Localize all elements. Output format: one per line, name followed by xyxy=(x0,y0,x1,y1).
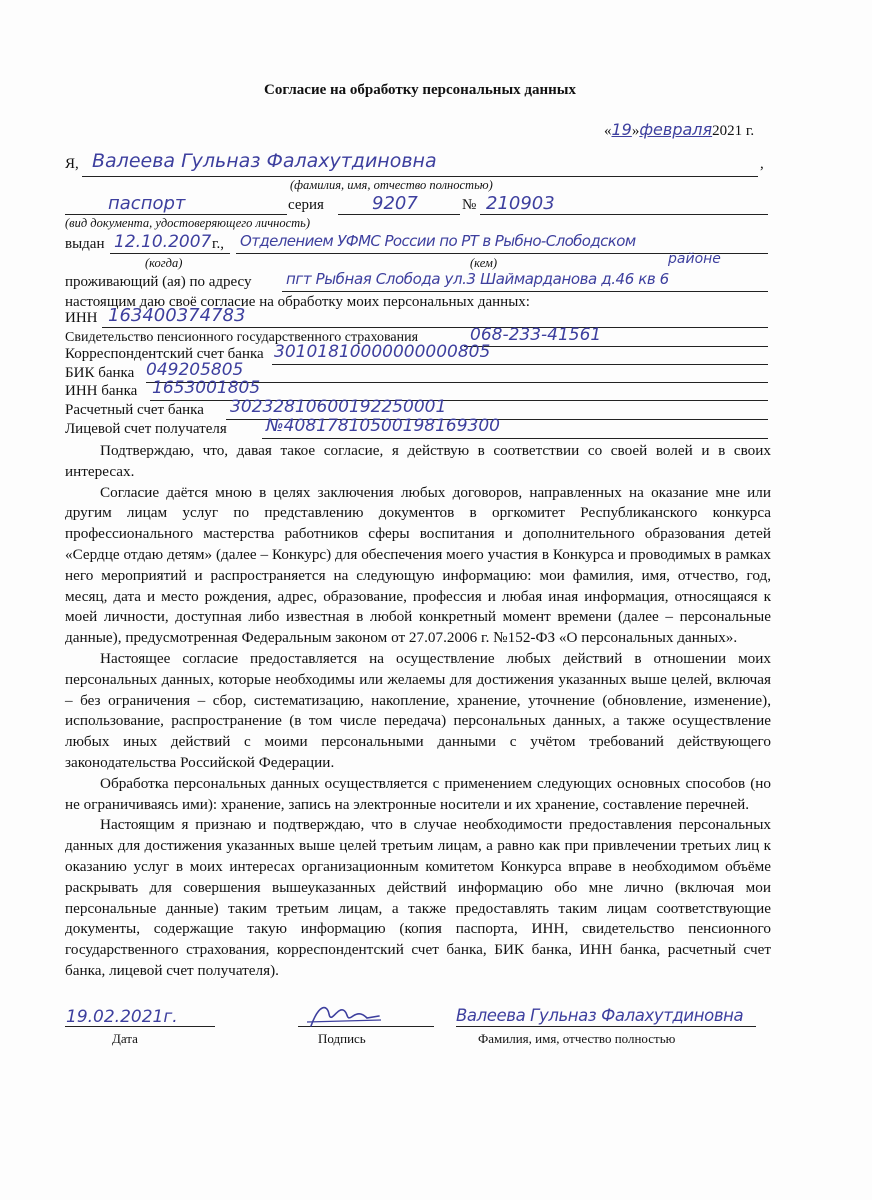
snils-label: Свидетельство пенсионного государственного страхования xyxy=(65,330,419,345)
name-underline xyxy=(82,176,758,177)
number-label: № xyxy=(462,197,477,213)
address-underline xyxy=(282,291,768,292)
series-underline xyxy=(338,214,460,215)
snils-underline xyxy=(464,346,768,347)
paragraph-purpose: Согласие даётся мною в целях заключения любых договоров, направленных на оказание мне или другим лицам услуг по представлению документов в оргкомитет Республиканского конкурса профессионального мастерства работников сферы воспитания и дополнительного образования детей «Сердце отдаю детям» (далее – Конкурс) для обеспечения моего участия в Конкурса и проводимых в рамках него мероприятий и распространяется на следующую информацию: мои фамилия, имя, отчество, год, месяц, дата и место рождения, адрес, образование, профессия и любая иная информация, относящаяся к моей личности, доступная либо известная в любой конкретный момент времени (далее – персональные данные), предусмотренная Федеральным законом от 27.07.2006 г. №152-ФЗ «О персональных данных». xyxy=(65,483,771,647)
paragraph-methods: Обработка персональных данных осуществляется с применением следующих основных способов (но не ограничиваясь ими): хранение, запись на электронные носители и их хранение, составление перечней. xyxy=(65,774,771,813)
bank-inn-handwritten: 1653001805 xyxy=(152,378,261,398)
inn-label: ИНН xyxy=(65,310,98,326)
personal-account-handwritten: №40817810500198169300 xyxy=(266,416,500,436)
signature-caption: Подпись xyxy=(318,1031,366,1046)
issued-when-handwritten: 12.10.2007 xyxy=(114,232,212,252)
doc-type-handwritten: паспорт xyxy=(108,193,186,214)
bik-handwritten: 049205805 xyxy=(146,360,244,380)
name-prefix: Я, xyxy=(65,156,79,172)
series-handwritten: 9207 xyxy=(372,193,418,214)
issued-when-caption: (когда) xyxy=(145,256,183,270)
date-day-handwritten: 19 xyxy=(611,120,632,139)
paragraph-third-parties: Настоящим я признаю и подтверждаю, что в случае необходимости предоставления персональных данных для достижения указанных выше целей третьим лицам, а равно как при привлечении третьих лиц к оказанию услуг в моих интересах организационным комитетом Конкурса вправе в необходимом объёме раскрывать для совершения вышеуказанных действий информацию обо мне лично (включая мои персональные данные) таким третьим лицам, а также предоставлять таким лицам соответствующие документы, содержащие такую информацию (копия паспорта, ИНН, свидетельство пенсионного государственного страхования, корреспондентский счет банка, БИК банка, ИНН банка, расчетный счет банка, лицевой счет получателя). xyxy=(65,816,771,979)
signature-mark xyxy=(305,1000,385,1032)
date-caption: Дата xyxy=(112,1031,138,1046)
paragraph-actions: Настоящее согласие предоставляется на осуществление любых действий в отношении моих персональных данных, которые необходимы или желаемы для достижения указанных выше целей, включая – без ограничения – сбор, систематизацию, накопление, хранение, уточнение (обновление, изменение), использование, распространение (в том числе передача) персональных данных, а также осуществление любых иных действий с моими персональными данными с учётом требований действующего законодательства Российской Федерации. xyxy=(65,649,771,771)
issued-label: выдан xyxy=(65,236,105,252)
consent-intro: настоящим даю своё согласие на обработку моих персональных данных: xyxy=(65,294,530,310)
series-label: серия xyxy=(288,197,324,213)
corr-account-label: Корреспондентский счет банка xyxy=(65,346,264,362)
paragraph-confirmation: Подтверждаю, что, давая такое согласие, я действую в соответствии со своей волей и в своих интересах. xyxy=(65,442,771,480)
number-handwritten: 210903 xyxy=(486,193,555,214)
address-label: проживающий (ая) по адресу xyxy=(65,274,252,290)
number-underline xyxy=(480,214,768,215)
full-name-handwritten: Валеева Гульназ Фалахутдиновна xyxy=(92,150,437,172)
signature-name-handwritten: Валеева Гульназ Фалахутдиновна xyxy=(456,1006,744,1025)
snils-handwritten: 068-233-41561 xyxy=(470,325,602,345)
full-name-underline xyxy=(456,1026,756,1027)
consent-body xyxy=(65,441,771,982)
address-handwritten: пгт Рыбная Слобода ул.3 Шаймарданова д.46 кв 6 xyxy=(286,270,669,288)
doc-caption: (вид документа, удостоверяющего личность) xyxy=(65,216,311,230)
name-suffix: , xyxy=(760,156,764,172)
issued-by-caption: (кем) xyxy=(470,256,498,270)
issued-by-handwritten-line2: районе xyxy=(668,251,721,267)
settlement-account-handwritten: 30232810600192250001 xyxy=(230,397,447,417)
issued-when-underline xyxy=(110,253,230,254)
bik-label: БИК банка xyxy=(65,365,135,381)
issued-year-suffix: г., xyxy=(212,236,224,252)
document-title: Согласие на обработку персональных данных xyxy=(263,82,576,98)
inn-handwritten: 163400374783 xyxy=(108,305,246,326)
corr-account-handwritten: 30101810000000000805 xyxy=(274,342,491,362)
signature-date-handwritten: 19.02.2021г. xyxy=(66,1007,178,1027)
settlement-account-label: Расчетный счет банка xyxy=(65,402,204,418)
bank-inn-label: ИНН банка xyxy=(65,383,138,399)
document-date: «19»февраля2021 г. xyxy=(604,120,755,139)
personal-account-underline xyxy=(262,438,768,439)
name-caption: (фамилия, имя, отчество полностью) xyxy=(290,178,493,192)
date-month-handwritten: февраля xyxy=(639,120,713,139)
doc-type-underline xyxy=(65,214,287,215)
inn-underline xyxy=(102,327,768,328)
date-year: 2021 г. xyxy=(712,123,755,139)
corr-account-underline xyxy=(272,364,768,365)
issued-by-handwritten-line1: Отделением УФМС России по РТ в Рыбно-Слободском xyxy=(240,232,636,250)
full-name-caption: Фамилия, имя, отчество полностью xyxy=(478,1031,676,1046)
personal-account-label: Лицевой счет получателя xyxy=(65,421,227,437)
